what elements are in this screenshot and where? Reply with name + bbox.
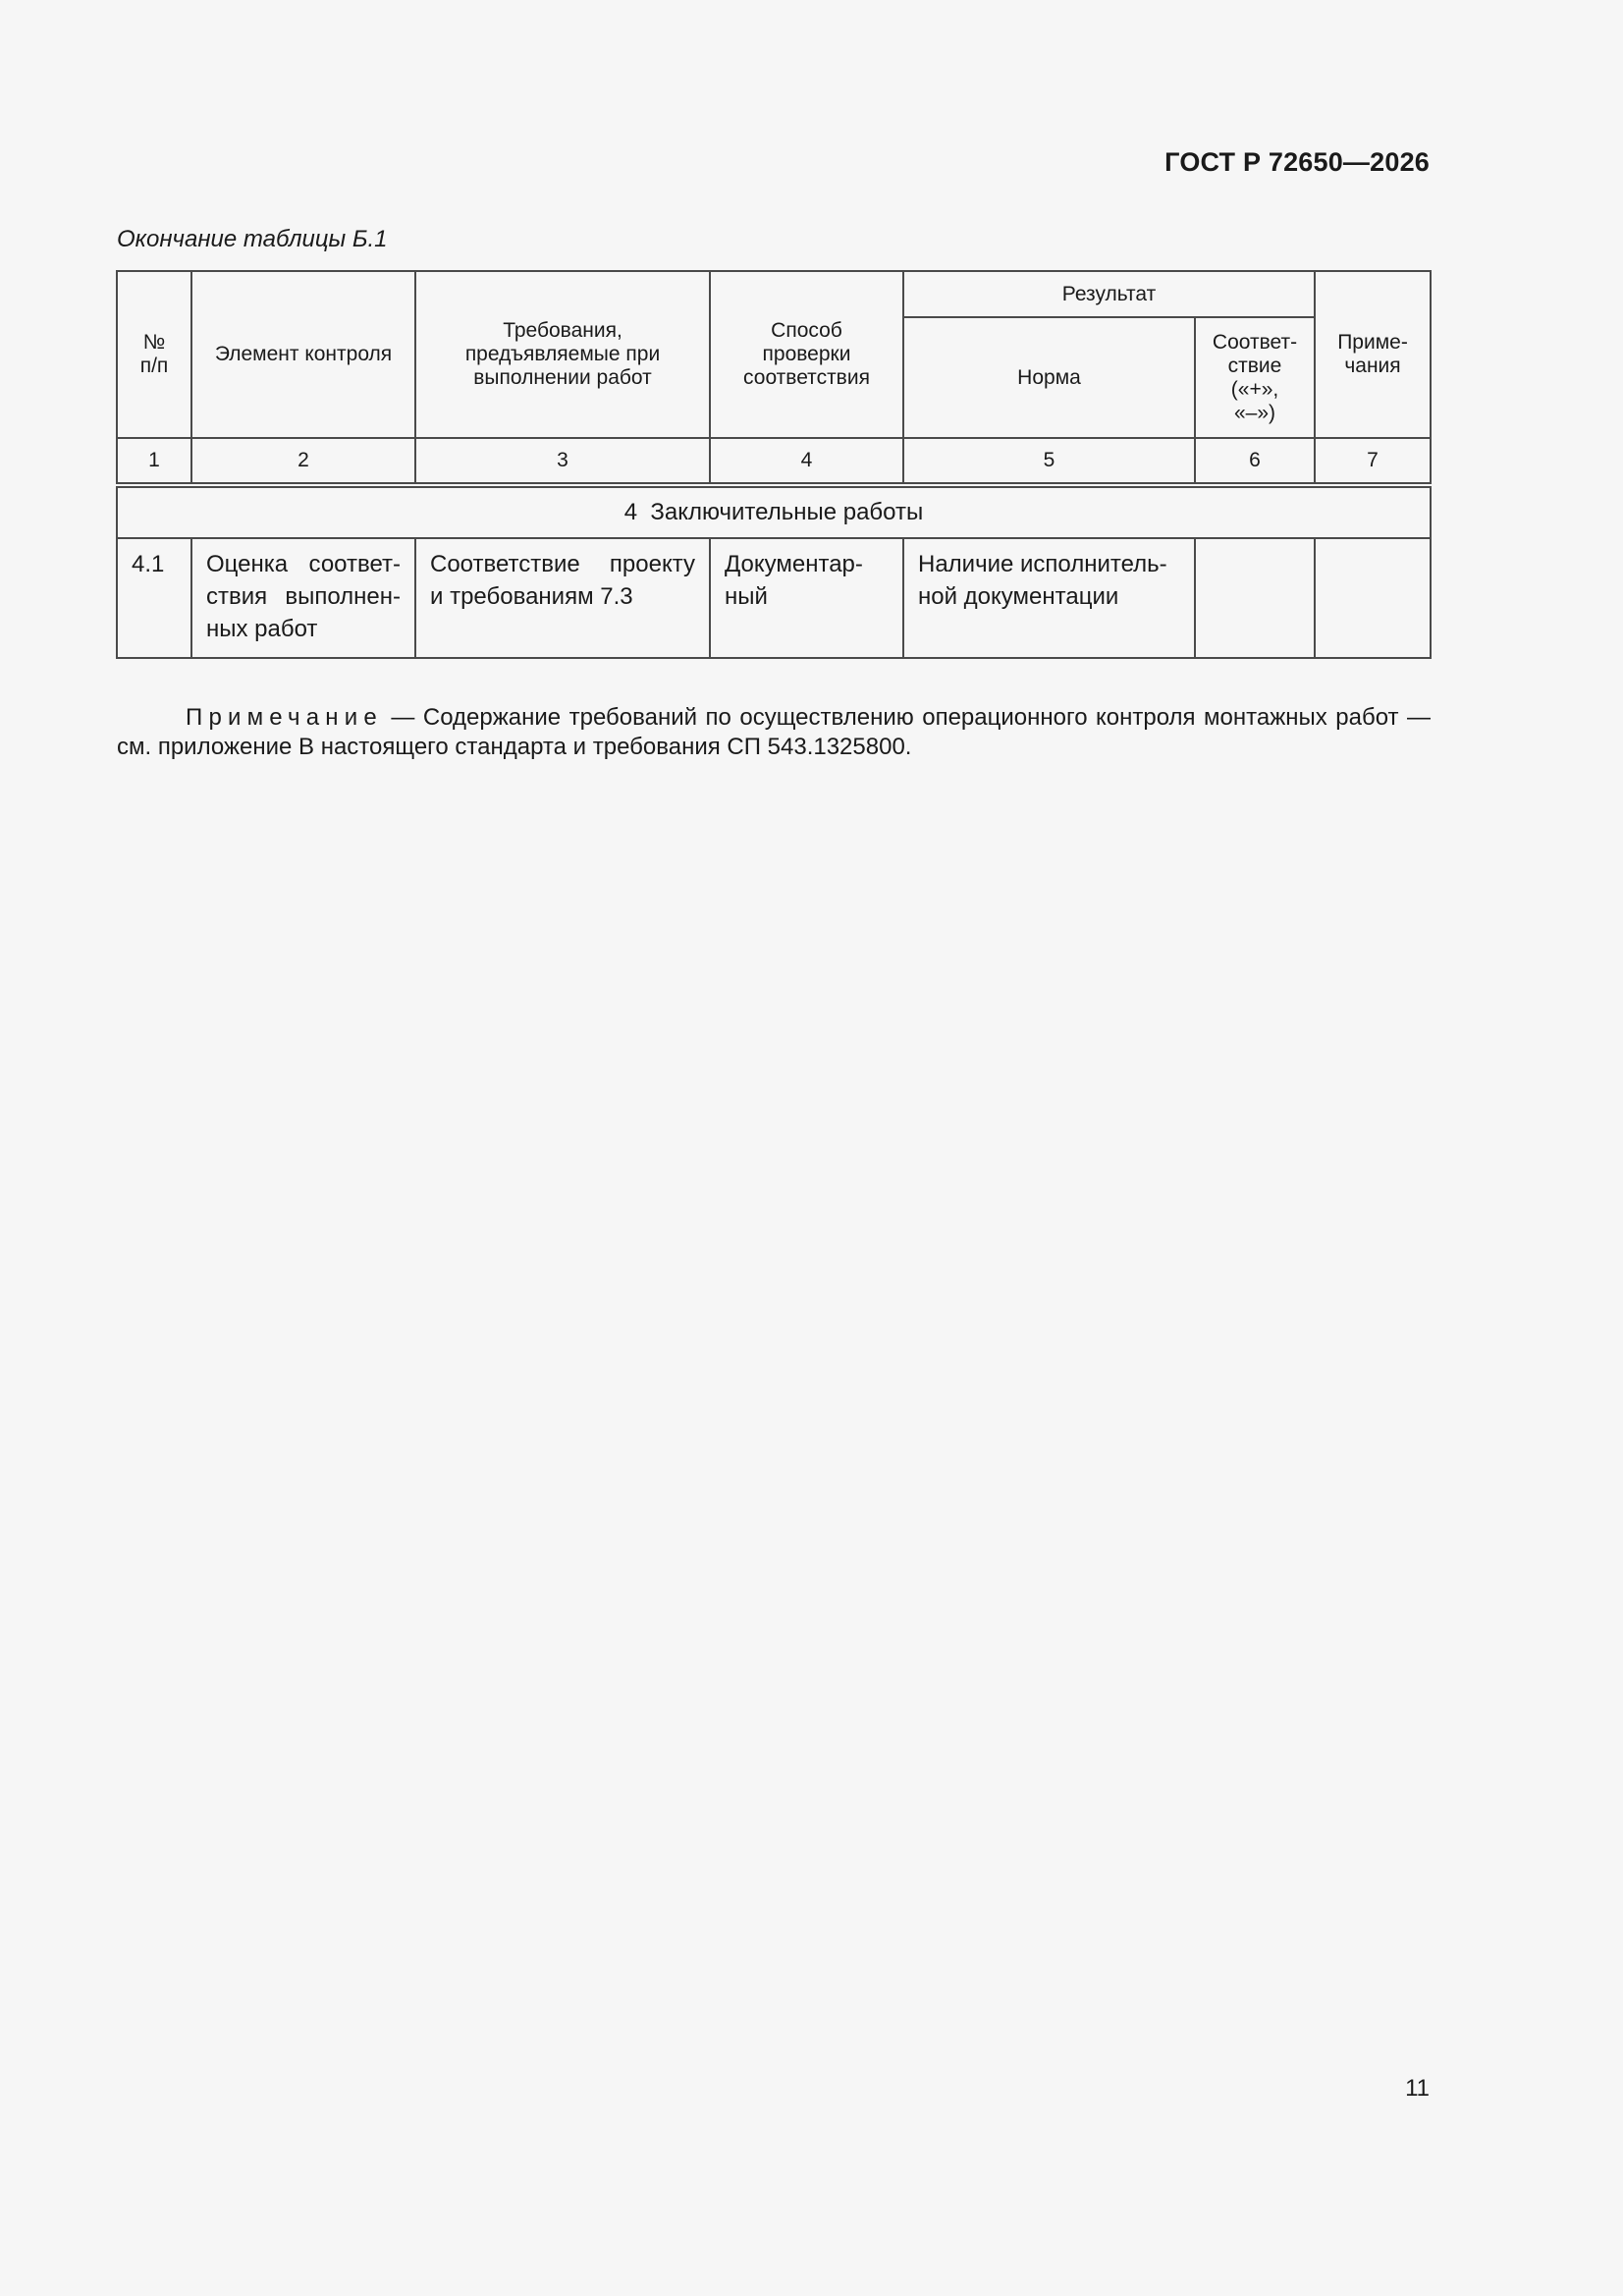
- header-requirements-line: выполнении работ: [473, 366, 652, 389]
- header-notes-line: чания: [1344, 355, 1401, 377]
- note-label: Примечание: [186, 704, 383, 731]
- row-element: [191, 538, 415, 658]
- row-requirements-line: Соответствие проекту: [430, 551, 695, 577]
- column-number: 6: [1195, 438, 1315, 485]
- header-compliance-line: Соответ-: [1212, 330, 1298, 354]
- column-number: 3: [415, 438, 710, 485]
- header-num-line: п/п: [139, 355, 169, 377]
- row-element-line: ствия выполнен-: [206, 583, 401, 610]
- header-compliance-line: ствие: [1227, 354, 1282, 377]
- row-element-line: ных работ: [206, 616, 318, 642]
- page-number: 11: [1405, 2075, 1430, 2102]
- header-requirements: [415, 271, 710, 438]
- row-num: 4.1: [117, 538, 191, 658]
- row-method-line: ный: [725, 583, 768, 610]
- header-requirements-line: Требования,: [503, 319, 622, 342]
- section-title: 4 Заключительные работы: [117, 485, 1431, 538]
- row-norm: [903, 538, 1195, 658]
- row-method-line: Документар-: [725, 551, 863, 577]
- table-caption: Окончание таблицы Б.1: [117, 226, 388, 252]
- header-result: Результат: [903, 271, 1315, 317]
- header-num-line: №: [142, 331, 166, 354]
- header-method-line: соответствия: [743, 366, 870, 389]
- header-compliance-line: («+»,: [1230, 377, 1279, 401]
- header-notes: [1315, 271, 1431, 438]
- header-requirements-line: предъявляемые при: [464, 343, 661, 365]
- row-requirements-line: и требованиям 7.3: [430, 583, 633, 610]
- header-element: Элемент контроля: [191, 271, 415, 438]
- table-row: [117, 538, 1431, 658]
- header-method-line: проверки: [762, 343, 851, 365]
- header-method-line: Способ: [771, 319, 842, 342]
- row-element-line: Оценка соответ-: [206, 551, 401, 577]
- header-method: [710, 271, 903, 438]
- document-code: ГОСТ Р 72650—2026: [1164, 147, 1430, 177]
- column-number: 7: [1315, 438, 1431, 485]
- header-compliance-line: «–»): [1233, 401, 1276, 424]
- header-compliance: [1195, 317, 1315, 438]
- row-compliance: [1195, 538, 1315, 658]
- column-number: 4: [710, 438, 903, 485]
- header-num: [117, 271, 191, 438]
- column-number: 1: [117, 438, 191, 485]
- note-paragraph: [117, 703, 1431, 762]
- row-method: [710, 538, 903, 658]
- row-notes: [1315, 538, 1431, 658]
- control-table: [116, 270, 1432, 659]
- row-requirements: [415, 538, 710, 658]
- row-norm-line: ной документации: [918, 583, 1119, 610]
- column-number: 2: [191, 438, 415, 485]
- header-norm: Норма: [903, 317, 1195, 438]
- column-number: 5: [903, 438, 1195, 485]
- row-norm-line: Наличие исполнитель-: [918, 551, 1167, 577]
- note-text: — Содержание требований по осуществлению операционного контроля монтажных работ — см. приложение В настоящего стандарта и требования СП 543.1325800.: [117, 704, 1431, 760]
- header-notes-line: Приме-: [1337, 331, 1408, 354]
